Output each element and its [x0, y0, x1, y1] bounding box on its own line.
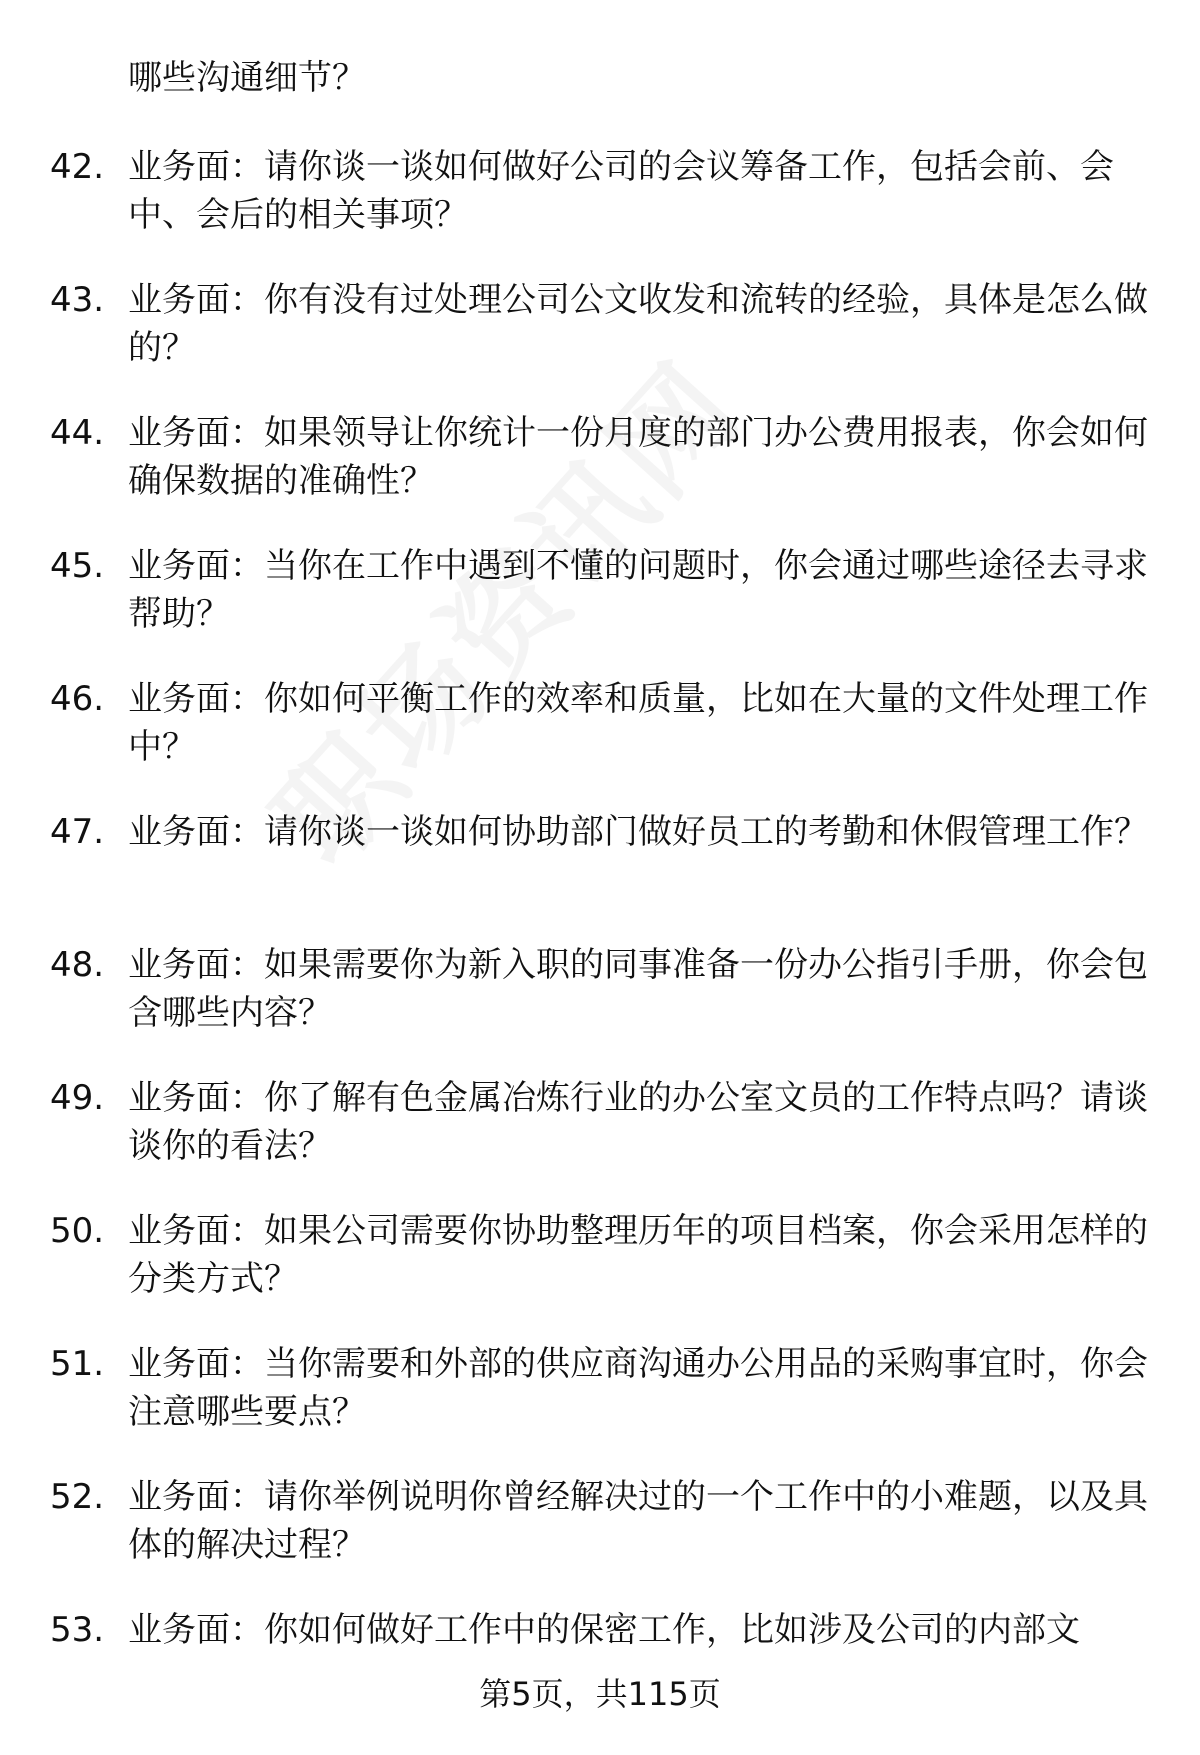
question-text: 业务面：当你在工作中遇到不懂的问题时，你会通过哪些途径去寻求帮助？	[128, 546, 1148, 634]
question-text: 业务面：你如何做好工作中的保密工作，比如涉及公司的内部文	[128, 1610, 1080, 1650]
question-text: 业务面：如果公司需要你协助整理历年的项目档案，你会采用怎样的分类方式？	[128, 1211, 1148, 1299]
question-text: 业务面：当你需要和外部的供应商沟通办公用品的采购事宜时，你会注意哪些要点？	[128, 1344, 1148, 1432]
question-text: 业务面：如果领导让你统计一份月度的部门办公费用报表，你会如何确保数据的准确性？	[128, 413, 1148, 501]
page-footer: 第5页，共115页	[479, 1675, 721, 1713]
question-item	[0, 143, 1200, 276]
question-item	[0, 276, 1200, 409]
question-number: 45.	[50, 546, 105, 586]
question-number: 51.	[50, 1344, 105, 1384]
question-item	[0, 941, 1200, 1074]
question-text: 业务面：请你谈一谈如何协助部门做好员工的考勤和休假管理工作？	[128, 812, 1148, 852]
question-number: 44.	[50, 413, 105, 453]
question-number: 43.	[50, 280, 105, 320]
question-item	[0, 808, 1200, 941]
question-number: 42.	[50, 147, 105, 187]
question-item	[0, 1207, 1200, 1340]
question-number: 47.	[50, 812, 105, 852]
question-text: 业务面：你有没有过处理公司公文收发和流转的经验，具体是怎么做的？	[128, 280, 1148, 368]
question-item	[0, 1074, 1200, 1207]
question-number: 50.	[50, 1211, 105, 1251]
question-number: 46.	[50, 679, 105, 719]
question-item	[0, 1473, 1200, 1606]
question-text: 业务面：你如何平衡工作的效率和质量，比如在大量的文件处理工作中？	[128, 679, 1148, 767]
question-text: 业务面：你了解有色金属冶炼行业的办公室文员的工作特点吗？请谈谈你的看法？	[128, 1078, 1148, 1166]
question-number: 49.	[50, 1078, 105, 1118]
question-item	[0, 409, 1200, 542]
question-item	[0, 675, 1200, 808]
question-text: 业务面：请你举例说明你曾经解决过的一个工作中的小难题，以及具体的解决过程？	[128, 1477, 1148, 1565]
question-number: 53.	[50, 1610, 105, 1650]
question-text: 业务面：请你谈一谈如何做好公司的会议筹备工作，包括会前、会中、会后的相关事项？	[128, 147, 1114, 235]
question-number: 48.	[50, 945, 105, 985]
question-number: 52.	[50, 1477, 105, 1517]
question-item	[0, 542, 1200, 675]
continuation-text: 哪些沟通细节？	[128, 58, 366, 98]
question-item	[0, 1340, 1200, 1473]
question-text: 业务面：如果需要你为新入职的同事准备一份办公指引手册，你会包含哪些内容？	[128, 945, 1148, 1033]
question-list	[0, 143, 1200, 1739]
